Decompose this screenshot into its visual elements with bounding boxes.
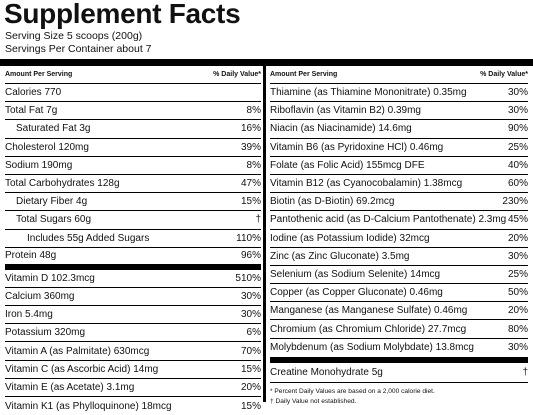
column-divider <box>263 59 266 402</box>
nutrient-row <box>270 193 528 211</box>
nutrient-daily-value: 80% <box>507 323 528 335</box>
footnotes <box>270 383 528 407</box>
nutrient-row <box>270 175 528 193</box>
nutrient-row <box>5 361 261 379</box>
nutrient-row <box>5 397 261 415</box>
nutrient-daily-value: 110% <box>236 232 261 244</box>
nutrient-name: Pantothenic acid (as D-Calcium Pantothenate) 2.3mg <box>270 214 507 226</box>
nutrient-name: Cholesterol 120mg <box>5 141 89 153</box>
nutrient-daily-value: 96% <box>240 250 261 262</box>
nutrient-row <box>270 363 528 383</box>
nutrient-name: Vitamin A (as Palmitate) 630mcg <box>5 345 150 357</box>
nutrient-name: Molybdenum (as Sodium Molybdate) 13.8mcg <box>270 342 474 354</box>
nutrient-name: Saturated Fat 3g <box>16 123 91 135</box>
nutrient-name: Vitamin D 102.3mcg <box>5 272 95 284</box>
nutrient-name: Calcium 360mg <box>5 290 75 302</box>
servings-per-container: Servings Per Container about 7 <box>5 43 152 55</box>
nutrient-daily-value: 20% <box>507 305 528 317</box>
nutrient-name: Vitamin E (as Acetate) 3.1mg <box>5 381 135 393</box>
nutrient-row <box>270 248 528 266</box>
daily-value-label: % Daily Value* <box>213 71 261 78</box>
nutrient-row <box>5 230 261 248</box>
nutrient-row <box>5 120 261 138</box>
nutrient-daily-value: 39% <box>240 141 261 153</box>
nutrient-name: Manganese (as Manganese Sulfate) 0.46mg <box>270 305 468 317</box>
nutrient-daily-value: 30% <box>240 290 261 302</box>
nutrient-row <box>5 193 261 211</box>
nutrient-name: Includes 55g Added Sugars <box>27 232 150 244</box>
nutrient-daily-value: 8% <box>246 159 261 171</box>
nutrient-daily-value: 8% <box>246 105 261 117</box>
nutrient-row <box>270 139 528 157</box>
nutrient-name: Sodium 190mg <box>5 159 73 171</box>
nutrient-name: Riboflavin (as Vitamin B2) 0.39mg <box>270 105 421 117</box>
nutrient-row <box>5 379 261 397</box>
nutrient-daily-value: 25% <box>507 141 528 153</box>
nutrient-name: Biotin (as D-Biotin) 69.2mcg <box>270 196 395 208</box>
nutrient-row <box>270 339 528 363</box>
left-column <box>5 66 261 415</box>
nutrient-name: Selenium (as Sodium Selenite) 14mcg <box>270 268 441 280</box>
nutrient-daily-value: 230% <box>502 196 528 208</box>
nutrient-row <box>270 102 528 120</box>
nutrient-row <box>5 248 261 270</box>
nutrient-daily-value: 45% <box>507 214 528 226</box>
nutrient-daily-value: 50% <box>507 287 528 299</box>
nutrient-daily-value: 20% <box>507 232 528 244</box>
nutrient-row <box>5 324 261 342</box>
nutrient-daily-value: † <box>522 366 528 378</box>
page-title: Supplement Facts <box>4 0 241 29</box>
nutrient-daily-value: 16% <box>240 123 261 135</box>
nutrient-name: Protein 48g <box>5 250 57 262</box>
nutrient-daily-value: 15% <box>240 400 261 412</box>
nutrient-name: Vitamin C (as Ascorbic Acid) 14mg <box>5 363 159 375</box>
amount-per-serving-label: Amount Per Serving <box>5 71 73 78</box>
nutrient-row <box>5 102 261 120</box>
nutrient-row <box>270 120 528 138</box>
nutrient-name: Niacin (as Niacinamide) 14.6mg <box>270 123 412 135</box>
nutrient-row <box>270 320 528 338</box>
amount-per-serving-label: Amount Per Serving <box>270 71 338 78</box>
nutrient-daily-value: 40% <box>507 159 528 171</box>
nutrient-daily-value: 60% <box>507 178 528 190</box>
nutrient-name: Thiamine (as Thiamine Mononitrate) 0.35mg <box>270 87 467 99</box>
nutrient-name: Vitamin B6 (as Pyridoxine HCl) 0.46mg <box>270 141 444 153</box>
nutrient-row <box>270 266 528 284</box>
nutrient-daily-value: 47% <box>240 178 261 190</box>
nutrient-name: Total Carbohydrates 128g <box>5 178 120 190</box>
serving-size: Serving Size 5 scoops (200g) <box>5 30 143 42</box>
nutrient-name: Folate (as Folic Acid) 155mcg DFE <box>270 159 425 171</box>
nutrient-daily-value: 15% <box>240 363 261 375</box>
nutrient-name: Copper (as Copper Gluconate) 0.46mg <box>270 287 443 299</box>
nutrient-row <box>270 211 528 229</box>
nutrient-row <box>270 157 528 175</box>
nutrient-name: Calories 770 <box>5 87 62 99</box>
nutrient-name: Dietary Fiber 4g <box>16 196 88 208</box>
nutrient-daily-value: 70% <box>240 345 261 357</box>
daily-value-label: % Daily Value* <box>480 71 528 78</box>
nutrient-daily-value: 30% <box>507 87 528 99</box>
nutrient-daily-value: 6% <box>246 327 261 339</box>
nutrient-daily-value: 25% <box>507 268 528 280</box>
right-header <box>270 66 528 84</box>
nutrient-daily-value: 510% <box>235 272 261 284</box>
footnote-daily-values: * Percent Daily Values are based on a 2,000 calorie diet. <box>270 387 435 395</box>
nutrient-row <box>270 230 528 248</box>
nutrient-name: Chromium (as Chromium Chloride) 27.7mcg <box>270 323 467 335</box>
nutrient-daily-value: 30% <box>507 105 528 117</box>
nutrient-daily-value: 15% <box>240 196 261 208</box>
nutrient-row <box>5 175 261 193</box>
left-header <box>5 66 261 84</box>
nutrient-row <box>5 288 261 306</box>
nutrient-daily-value: † <box>255 214 261 226</box>
nutrient-name: Total Sugars 60g <box>16 214 92 226</box>
nutrient-daily-value: 20% <box>240 381 261 393</box>
nutrient-row <box>5 139 261 157</box>
nutrient-row <box>270 284 528 302</box>
top-divider <box>0 59 533 66</box>
nutrient-name: Vitamin K1 (as Phylloquinone) 18mcg <box>5 400 172 412</box>
nutrient-name: Iron 5.4mg <box>5 309 53 321</box>
nutrient-row <box>270 302 528 320</box>
nutrient-name: Total Fat 7g <box>5 105 58 117</box>
footnote-not-established: † Daily Value not established. <box>270 397 357 405</box>
nutrient-row <box>5 270 261 288</box>
nutrient-row <box>5 211 261 229</box>
nutrient-row <box>5 84 261 102</box>
nutrient-name: Potassium 320mg <box>5 327 86 339</box>
right-column <box>270 66 528 407</box>
nutrient-daily-value: 30% <box>240 309 261 321</box>
nutrient-row <box>5 342 261 360</box>
nutrient-row <box>5 157 261 175</box>
nutrient-name: Vitamin B12 (as Cyanocobalamin) 1.38mcg <box>270 178 463 190</box>
nutrient-daily-value: 30% <box>507 342 528 354</box>
nutrient-daily-value: 30% <box>507 250 528 262</box>
nutrient-name: Creatine Monohydrate 5g <box>270 366 383 378</box>
nutrient-row <box>5 306 261 324</box>
nutrient-name: Iodine (as Potassium Iodide) 32mcg <box>270 232 430 244</box>
nutrient-name: Zinc (as Zinc Gluconate) 3.5mg <box>270 250 410 262</box>
nutrient-row <box>270 84 528 102</box>
nutrient-daily-value: 90% <box>507 123 528 135</box>
